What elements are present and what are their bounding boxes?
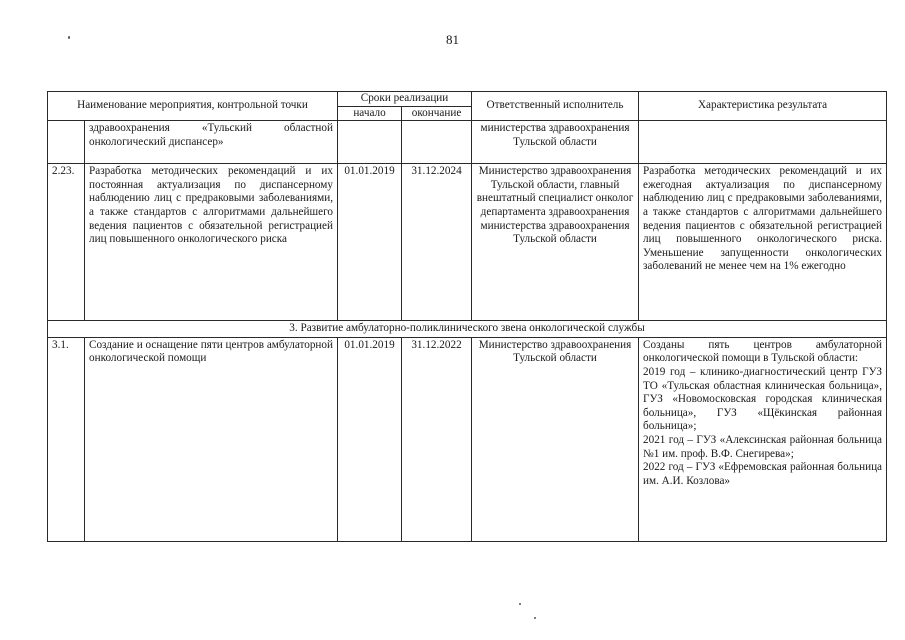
header-result: Характеристика результата (639, 92, 887, 121)
table-row (48, 121, 887, 164)
start-date (338, 121, 402, 164)
end-date: 31.12.2024 (402, 164, 472, 321)
row-number: 3.1. (48, 337, 85, 541)
activities-table (47, 91, 887, 542)
row-number (48, 121, 85, 164)
header-row (48, 92, 887, 107)
scan-speck (519, 603, 521, 605)
result (639, 121, 887, 164)
section-title: 3. Развитие амбулаторно-поликлинического звена онкологической службы (48, 321, 887, 338)
result: Разработка методических рекомендаций и их ежегодная актуализация по диспансерному наблюдению лиц с предраковыми заболеваниями, а также стандартов с алгоритмами дальнейшего ведения пациентов с обязательной регистрацией лиц повышенного онкологического риска. Уменьшение запущенности онкологических заболеваний не менее чем на 1% ежегодно (639, 164, 887, 321)
executor: министерства здравоохранения Тульской области (472, 121, 639, 164)
start-date: 01.01.2019 (338, 164, 402, 321)
row-number: 2.23. (48, 164, 85, 321)
result (639, 337, 887, 541)
table-row (48, 337, 887, 541)
header-terms: Сроки реализации (338, 92, 472, 107)
result-paragraph: 2019 год – клинико-диагностический центр ГУЗ ТО «Тульская областная клиническая больница», ГУЗ «Новомосковская городская клиническая больница», ГУЗ «Щёкинская районная больница»; (643, 365, 883, 433)
end-date: 31.12.2022 (402, 337, 472, 541)
header-executor: Ответственный исполнитель (472, 92, 639, 121)
page-number: 81 (446, 32, 459, 47)
header-name: Наименование мероприятия, контрольной точки (48, 92, 338, 121)
header-end: окончание (402, 106, 472, 121)
start-date: 01.01.2019 (338, 337, 402, 541)
activity-name: здравоохранения «Тульский областной онкологический диспансер» (85, 121, 338, 164)
scan-speck (534, 617, 536, 619)
table-row (48, 164, 887, 321)
result-paragraph: 2021 год – ГУЗ «Алексинская районная больница №1 им. проф. В.Ф. Снегирева»; (643, 433, 883, 460)
section-header-row (48, 321, 887, 338)
executor: Министерство здравоохранения Тульской области, главный внештатный специалист онколог департамента здравоохранения министерства здравоохранения Тульской области (472, 164, 639, 321)
activity-name: Создание и оснащение пяти центров амбулаторной онкологической помощи (85, 337, 338, 541)
scan-speck (68, 36, 70, 39)
executor: Министерство здравоохранения Тульской области (472, 337, 639, 541)
header-start: начало (338, 106, 402, 121)
result-paragraph: 2022 год – ГУЗ «Ефремовская районная больница им. А.И. Козлова» (643, 461, 883, 487)
result-paragraph: Созданы пять центров амбулаторной онкологической помощи в Тульской области: (643, 338, 883, 365)
activity-name: Разработка методических рекомендаций и их постоянная актуализация по диспансерному наблюдению лиц с предраковыми заболеваниями, а также стандартов с алгоритмами дальнейшего ведения пациентов с обязательной регистрацией лиц повышенного онкологического риска (85, 164, 338, 321)
end-date (402, 121, 472, 164)
